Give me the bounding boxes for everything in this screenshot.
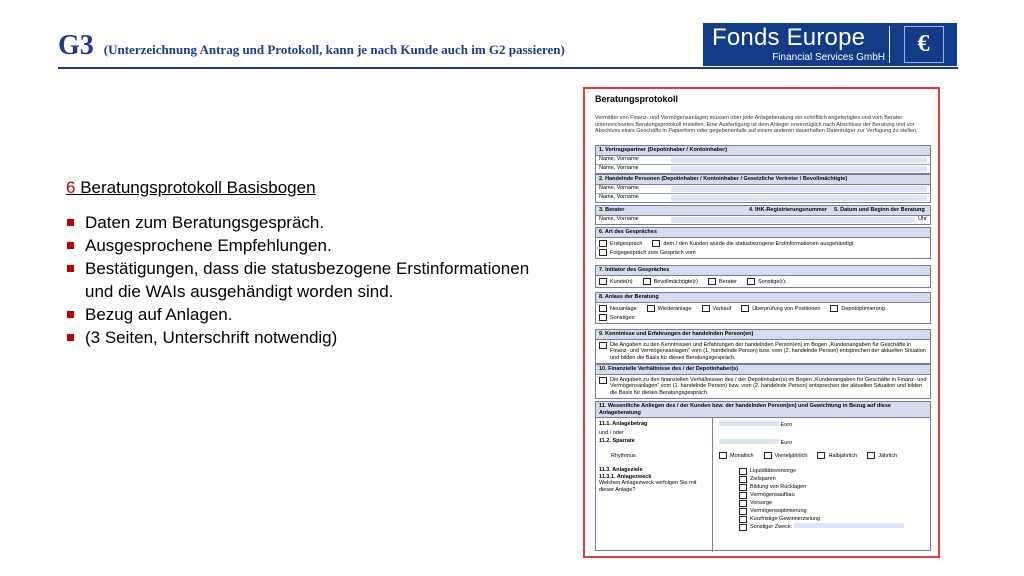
heading-number: 6 (66, 178, 76, 197)
page-title (58, 30, 565, 62)
form-section-6: 6. Art des Gespräches Erstgespräch dem / den Kunden wurde die statusbezogene Erstinformationen ausgehändigt Folgegespräch zum Gespräch vom (595, 227, 931, 259)
checkbox (652, 240, 660, 247)
form-section-7: 7. Initiator des Gespräches Kunde(n) Bevollmächtigte(r) Berater Sonstige(r): (595, 265, 931, 288)
list-item: (3 Seiten, Unterschrift notwendig) (66, 326, 556, 349)
form-section-1: 1. Vertragspartner (Depotinhaber / Kontoinhaber) Name, Vorname Name, Vorname (595, 145, 931, 174)
form-thumbnail (583, 87, 940, 558)
title-subtitle: (Unterzeichnung Antrag und Protokoll, kann je nach Kunde auch im G2 passieren) (103, 42, 565, 57)
form-section-2: 2. Handelnde Personen (Depotinhaber / Kontoinhaber / Gesetzliche Vertreter / Bevollmächtigte) Name, Vorname Name, Vorname (595, 174, 931, 203)
form-section-3: 3. Berater 4. IHK-Registrierungsnummer 5. Datum und Beginn der Beratung Name, Vorname Uhr (595, 205, 931, 225)
company-logo (703, 23, 957, 66)
logo-subtitle: Financial Services GmbH (772, 52, 885, 63)
section-heading (66, 176, 556, 199)
heading-text: Beratungsprotokoll Basisbogen (80, 178, 316, 197)
checkbox (599, 240, 607, 247)
euro-icon: € (904, 26, 944, 63)
list-item: Bestätigungen, dass die statusbezogene Erstinformationen und die WAIs ausgehändigt worden sind. (66, 257, 556, 303)
bullet-list (66, 211, 556, 349)
list-item: Bezug auf Anlagen. (66, 303, 556, 326)
form-intro: Vermittler von Finanz- und Vermögensanlagen müssen über jede Anlageberatung ein schriftlich angefertigtes und vom Berater unterzeichnetes Beratungsprotokoll erstellen. Eine Ausfertigung ist dem Anleger unverzüglich nach Abschluss der Beratung und vor Abschluss eines Geschäfts in Papierform oder gegebenenfalls auf einem anderen dauerhaften Datenträger zur Verfügung zu stellen. (595, 115, 918, 134)
form-section-11: 11. Wesentliche Anliegen des / der Kunden bzw. der handelnden Person(en) und Gewichtung in Bezug auf diese Anlageberatung 11.1. Anlagebetrag und / oder 11.2. Sparrate Rhythmus 11.3. Anlageziele 11.3.1. Anlagezweck Welchen Anlagezweck verfolgen Sie mit dieser Anlage? Euro Euro Monatlich Vierteljährlich Halbjährlich Jährlich Liquiditätsvorsorge Zielsparen Bildung von Rücklagen Vermögensaufbau Vorsorge Vermögensoptimierung Kurzfristige Gewinnerzielung Sonstiger Zweck: (595, 401, 931, 551)
title-rule (58, 67, 958, 69)
list-item: Ausgesprochene Empfehlungen. (66, 234, 556, 257)
form-section-8: 8. Anlass der Beratung Neuanlage Wiederanlage Verkauf Überprüfung von Positionen Depotoptimierung Sonstiges: (595, 292, 931, 324)
form-section-9: 9. Kenntnisse und Erfahrungen der handelnden Person(en) Die Angaben zu den Kenntnissen und Erfahrungen der handelnden Person(en) im Bogen „Kundenangaben für Geschäfte in Finanz- und Vermögensanlagen“ vom (1. handelnde Person) bzw. vom (2. handelnde Person) entsprechen der aktuellen Situation und bilden die Basis für dieses Beratungsgespräch. (595, 329, 931, 364)
list-item: Daten zum Beratungsgespräch. (66, 211, 556, 234)
checkbox (599, 249, 607, 256)
slide-content (66, 176, 556, 349)
form-section-10: 10. Finanzielle Verhältnisse des / der Depotinhaber(s) Die Angaben zu den finanziellen Verhältnissen des / der Depotinhaber(s) im Bogen „Kundenangaben für Geschäfte in Finanz- und Vermögensanlagen“ vom (1. handelnde Person) bzw. vom (2. handelnde Person) entsprechen der aktuellen Situation und bilden die Basis für dieses Beratungsgespräch. (595, 364, 931, 399)
form-title: Beratungsprotokoll (595, 94, 679, 104)
logo-name: Fonds Europe (712, 24, 866, 51)
title-main: G3 (58, 30, 94, 61)
